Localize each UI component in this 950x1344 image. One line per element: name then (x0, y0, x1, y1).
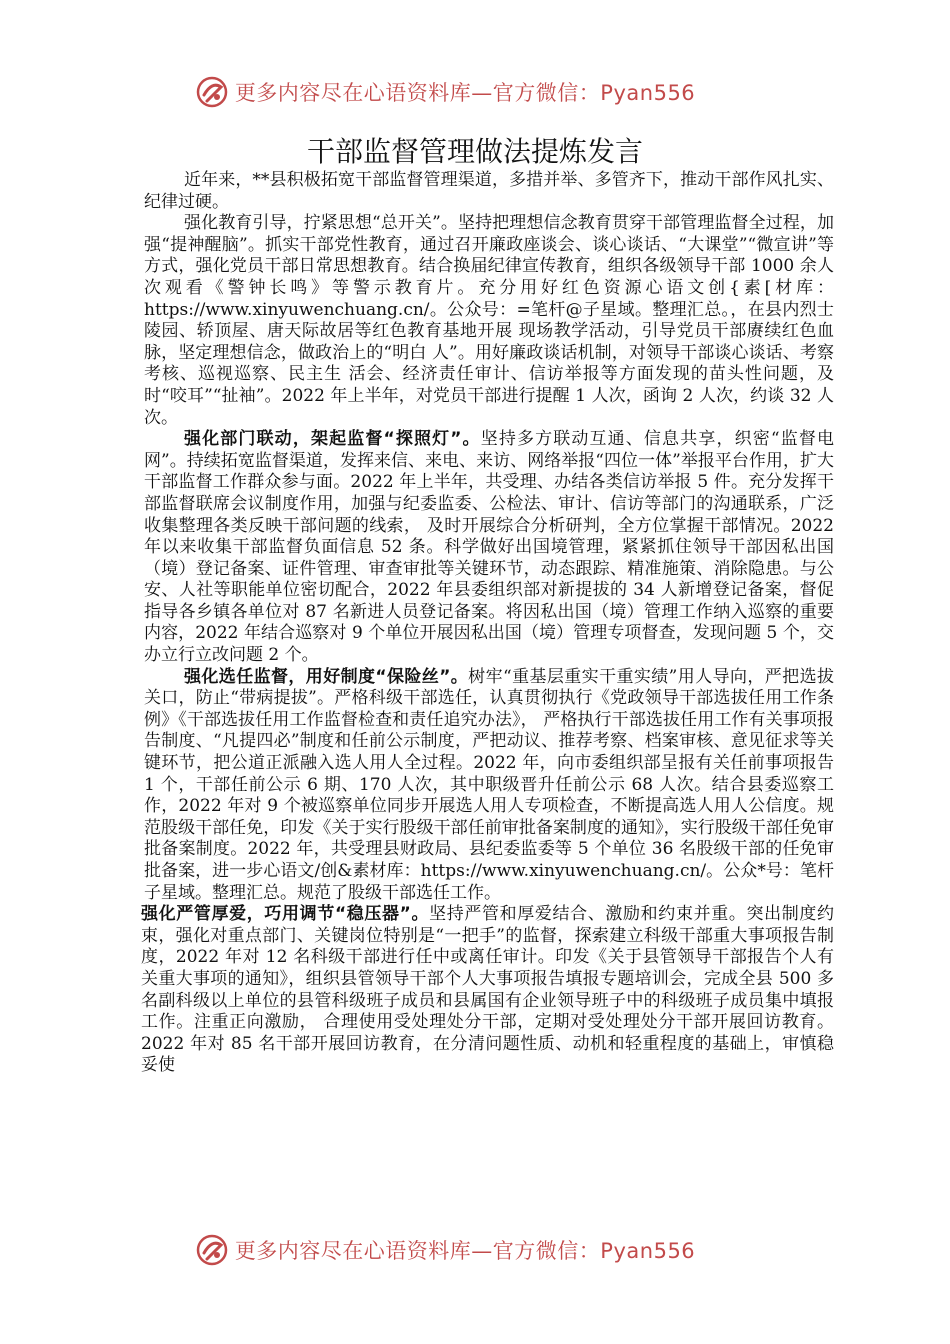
banner-text: 更多内容尽在心语资料库—官方微信：Pyan556 (234, 81, 696, 105)
paragraph-department-linkage (144, 429, 834, 667)
paragraph-text: 坚持严管和厚爱结合、激励和约束并重。突出制度约束，强化对重点部门、关键岗位特别是“一把手”的监督，探索建立科级干部重大事项报告制度，2022 年对 12 名科级干部进行任中或离任审计。印发《关于县管领导干部报告个人有关重大事项的通知》，组织县管领导干部个人大事项报告填报专题培训会，完成全县 500 多名副科级以上单位的县管科级班子成员和县属国有企业领导班子中的科级班子成员集中填报工作。注重正向激励， 合理使用受处理处分干部，定期对受处理处分干部开展回访教育。2022 年对 85 名干部开展回访教育，在分清问题性质、动机和轻重程度的基础上，审慎稳妥使 (141, 904, 834, 1076)
paragraph-selection-supervision (144, 667, 834, 905)
paragraph-text: 强化教育引导，拧紧思想“总开关”。坚持把理想信念教育贯穿干部管理监督全过程，加强“提神醒脑”。抓实干部党性教育，通过召开廉政座谈会、谈心谈话、“大课堂”“微宣讲”等方式，强化党员干部日常思想教育。结合换届纪律宣传教育，组织各级领导干部 1000 余人次观看《警钟长鸣》等警示教育片。充分用好红色资源心语文创{素[材库：https://www.xinyuwenchuang.cn/。公众号：=笔杆@子星域。整理汇总。，在县内烈士陵园、轿顶屋、唐天际故居等红色教育基地开展 现场教学活动，引导党员干部赓续红色血脉，坚定理想信念，做政治上的“明白 人”。用好廉政谈话机制，对领导干部谈心谈话、考察考核、巡视巡察、民主生 活会、经济责任审计、信访举报等方面发现的苗头性问题，及时“咬耳”“扯袖”。2022 年上半年，对党员干部进行提醒 1 人次，函询 2 人次，约谈 32 人次。 (144, 213, 834, 428)
paragraph-education (144, 213, 834, 429)
paragraph-strict-management (141, 904, 834, 1077)
seal-logo-icon (195, 1233, 229, 1267)
paragraph-intro (144, 170, 834, 213)
document-title: 干部监督管理做法提炼发言 (306, 135, 643, 168)
document-body (141, 170, 834, 1077)
header-watermark-banner (0, 72, 950, 112)
seal-logo-icon (195, 75, 229, 109)
paragraph-lead: 强化部门联动，架起监督“探照灯”。 (184, 429, 481, 450)
banner-text: 更多内容尽在心语资料库—官方微信：Pyan556 (234, 1239, 696, 1263)
footer-watermark-banner (0, 1230, 950, 1270)
paragraph-lead: 强化选任监督，用好制度“保险丝”。 (184, 666, 469, 687)
paragraph-text: 树牢“重基层重实干重实绩”用人导向，严把选拔关口，防止“带病提拔”。严格科级干部选任，认真贯彻执行《党政领导干部选拔任用工作条例》《干部选拔任用工作监督检查和责任追究办法》， 严格执行干部选拔任用工作有关事项报告制度、“凡提四必”制度和任前公示制度，严把动议、推荐考察、档案审核、意见征求等关键环节，把公道正派融入选人用人全过程。2022 年，向市委组织部呈报有关任前事项报告 1 个，干部任前公示 6 期、170 人次，其中职级晋升任前公示 68 人次。结合县委巡察工作，2022 年对 9 个被巡察单位同步开展选人用人专项检查，不断提高选人用人公信度。规范股级干部任免，印发《关于实行股级干部任前审批备案制度的通知》，实行股级干部任免审批备案制度。2022 年，共受理县财政局、县纪委监委等 5 个单位 36 名股级干部的任免审批备案，进一步心语文/创&素材库：https://www.xinyuwenchuang.cn/。公众*号：笔杆子星域。整理汇总。规范了股级干部选任工作。 (144, 666, 834, 903)
paragraph-lead: 强化严管厚爱，巧用调节“稳压器”。 (141, 904, 430, 925)
paragraph-text: 坚持多方联动互通、信息共享，织密“监督电网”。持续拓宽监督渠道，发挥来信、来电、来访、网络举报“四位一体”举报平台作用，扩大干部监督工作群众参与面。2022 年上半年，共受理、办结各类信访举报 5 件。充分发挥干部监督联席会议制度作用，加强与纪委监委、公检法、审计、信访等部门的沟通联系，广泛收集整理各类反映干部问题的线索， 及时开展综合分析研判，全方位掌握干部情况。2022 年以来收集干部监督负面信息 52 条。科学做好出国境管理，紧紧抓住领导干部因私出国（境）登记备案、证件管理、审查审批等关键环节，动态跟踪、精准施策、消除隐患。与公安、人社等职能单位密切配合，2022 年县委组织部对新提拔的 34 人新增登记备案，督促指导各乡镇各单位对 87 名新进人员登记备案。将因私出国（境）管理工作纳入巡察的重要内容，2022 年结合巡察对 9 个单位开展因私出国（境）管理专项督查，发现问题 5 个，交办立行立改问题 2 个。 (144, 429, 834, 666)
paragraph-text: 近年来，**县积极拓宽干部监督管理渠道，多措并举、多管齐下，推动干部作风扎实、纪律过硬。 (144, 170, 834, 212)
